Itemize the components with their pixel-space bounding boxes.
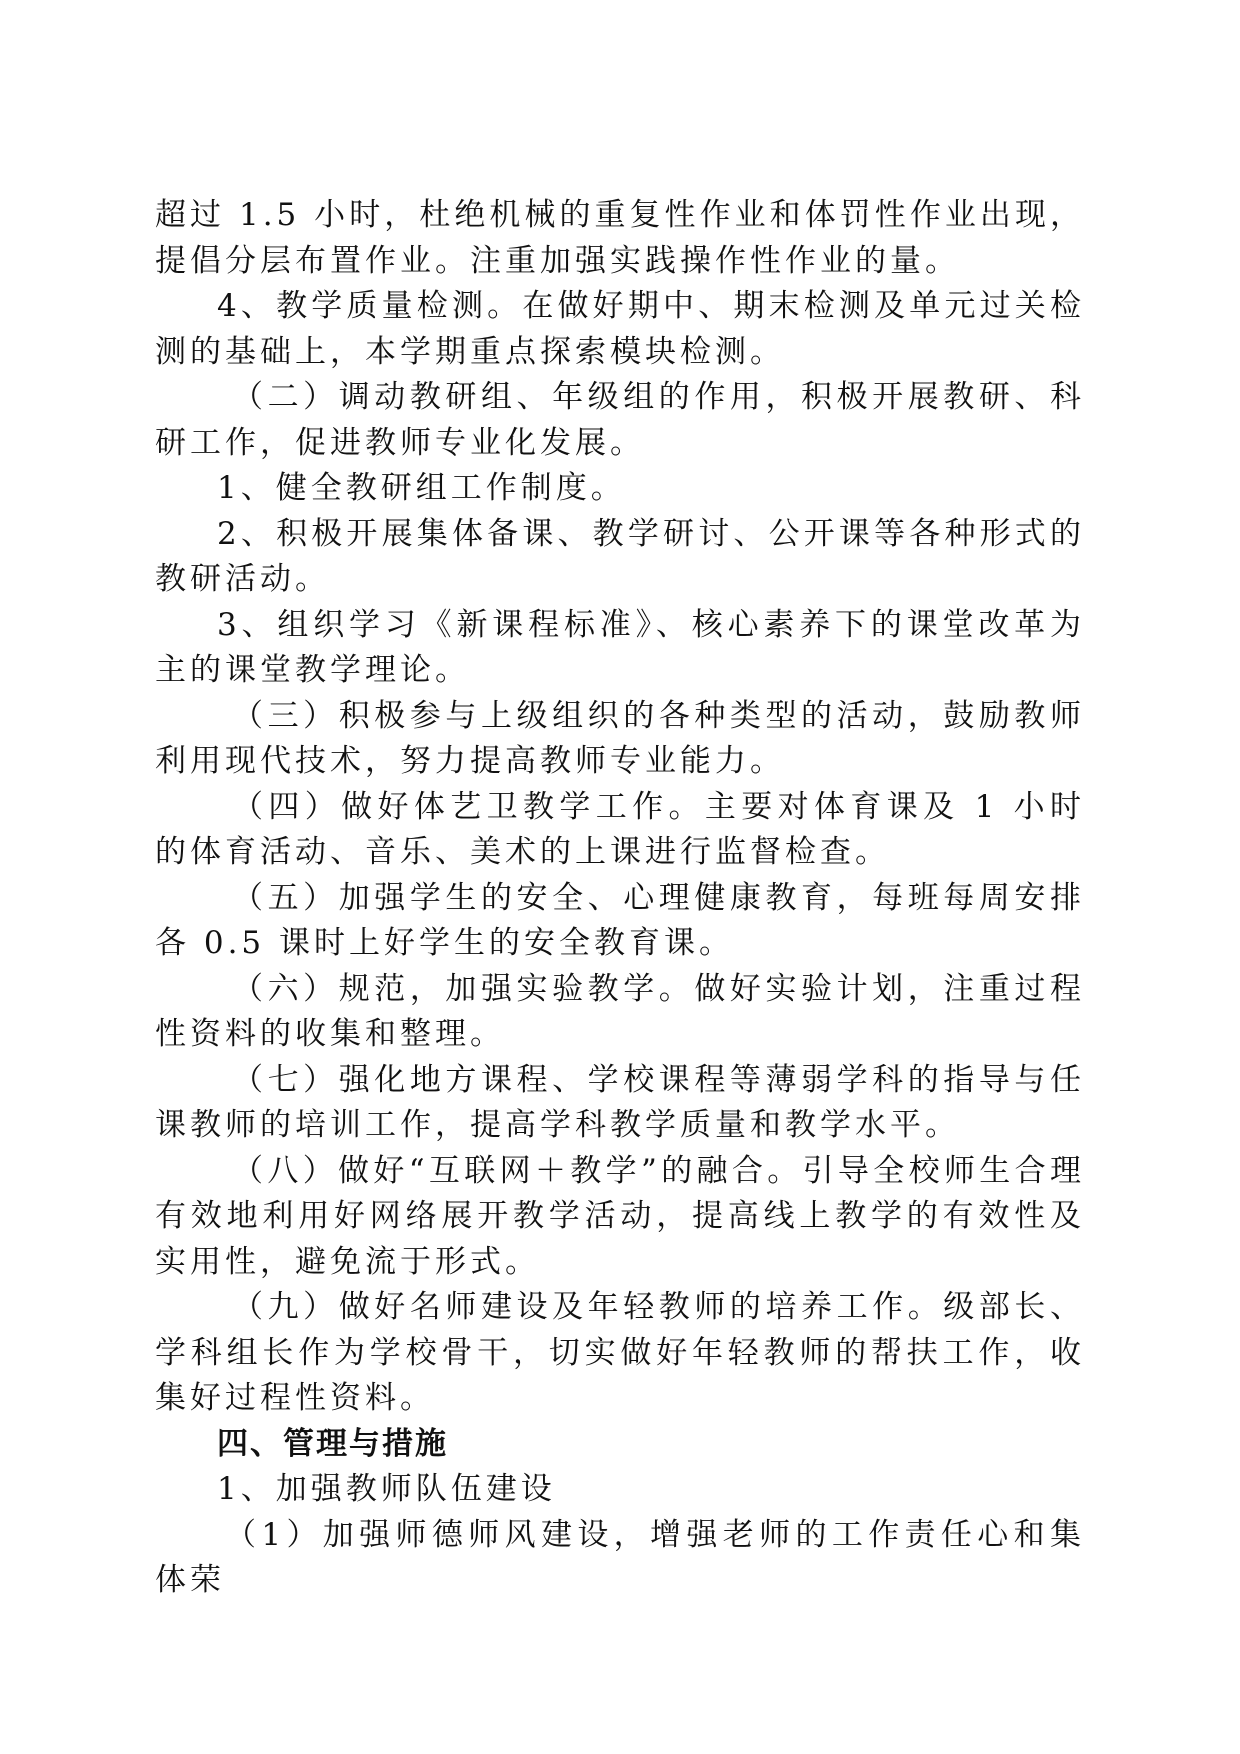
paragraph-section-4: （四）做好体艺卫教学工作。主要对体育课及 1 小时的体育活动、音乐、美术的上课进行监督检查。 — [155, 788, 1085, 870]
item-teacher-team: 1、加强教师队伍建设 — [217, 1471, 556, 1507]
paragraph-section-7: （七）强化地方课程、学校课程等薄弱学科的指导与任课教师的培训工作，提高学科教学质量和教学水平。 — [155, 1061, 1085, 1143]
section-heading-management: 四、管理与措施 — [217, 1425, 448, 1462]
paragraph-research-system: 1、健全教研组工作制度。 — [217, 470, 626, 506]
paragraph-curriculum-study: 3、组织学习《新课程标准》、核心素养下的课堂改革为主的课堂教学理论。 — [155, 606, 1085, 688]
paragraph-collective-prep: 2、积极开展集体备课、教学研讨、公开课等各种形式的教研活动。 — [155, 515, 1085, 597]
document-page — [155, 193, 1085, 1604]
paragraph-section-8: （八）做好“互联网＋教学”的融合。引导全校师生合理有效地利用好网络展开教学活动，提高线上教学的有效性及实用性，避免流于形式。 — [155, 1152, 1085, 1280]
item-ethics: （1）加强师德师风建设，增强老师的工作责任心和集体荣 — [155, 1516, 1085, 1598]
paragraph-quality-testing: 4、教学质量检测。在做好期中、期末检测及单元过关检测的基础上，本学期重点探索模块检测。 — [155, 288, 1085, 370]
paragraph-section-2: （二）调动教研组、年级组的作用，积极开展教研、科研工作，促进教师专业化发展。 — [155, 379, 1085, 461]
paragraph-section-6: （六）规范，加强实验教学。做好实验计划，注重过程性资料的收集和整理。 — [155, 970, 1085, 1052]
paragraph-section-9: （九）做好名师建设及年轻教师的培养工作。级部长、学科组长作为学校骨干，切实做好年轻教师的帮扶工作，收集好过程性资料。 — [155, 1289, 1085, 1416]
paragraph-homework-limit: 超过 1.5 小时，杜绝机械的重复性作业和体罚性作业出现，提倡分层布置作业。注重加强实践操作性作业的量。 — [155, 197, 1085, 279]
paragraph-section-5: （五）加强学生的安全、心理健康教育，每班每周安排各 0.5 课时上好学生的安全教育课。 — [155, 879, 1085, 961]
paragraph-section-3: （三）积极参与上级组织的各种类型的活动，鼓励教师利用现代技术，努力提高教师专业能力。 — [155, 697, 1085, 779]
